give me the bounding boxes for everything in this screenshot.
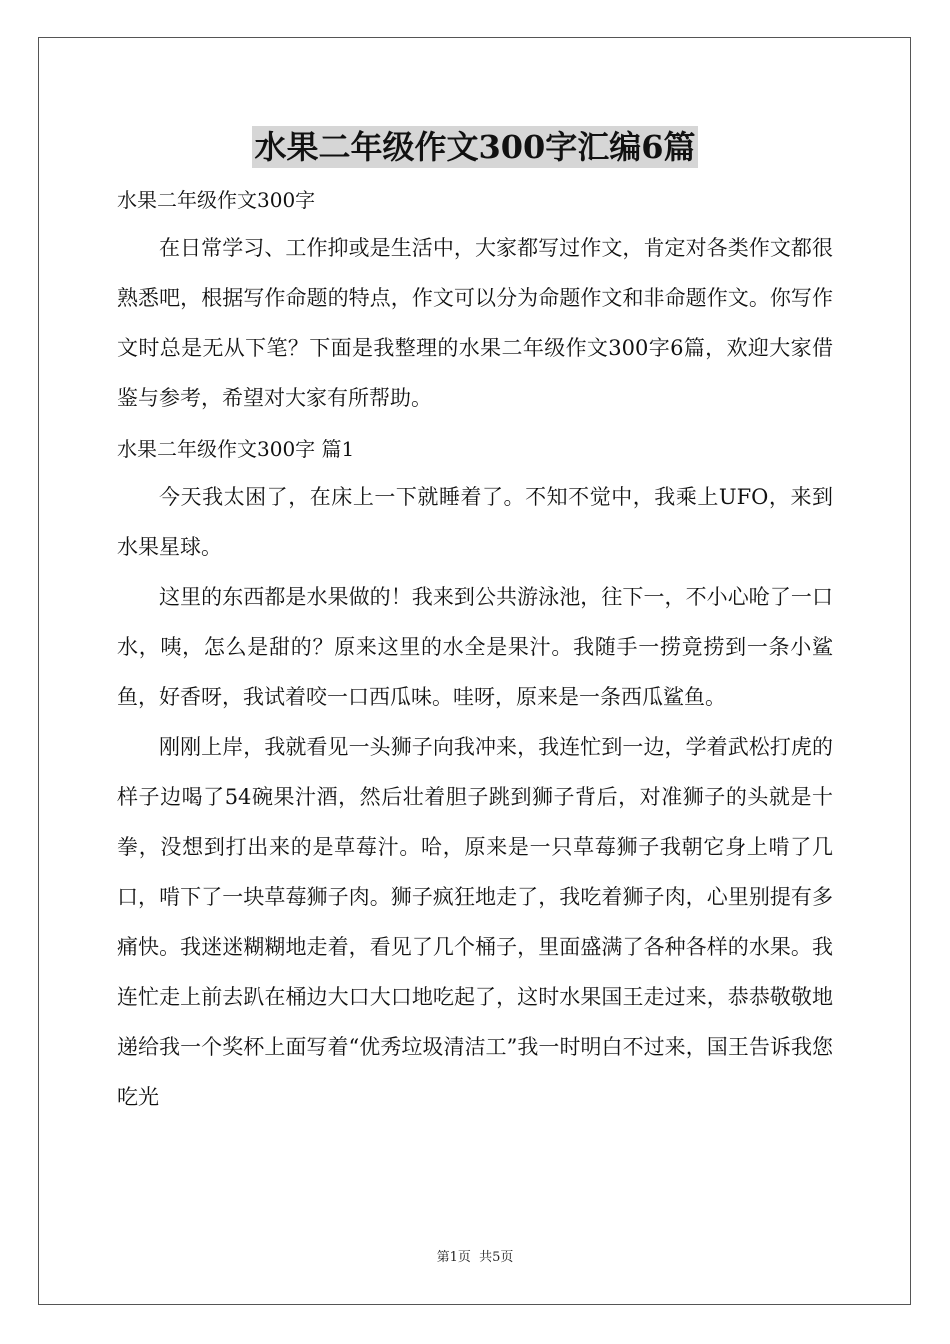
page-footer <box>0 1246 950 1265</box>
body-paragraph-1: 今天我太困了，在床上一下就睡着了。不知不觉中，我乘上UFO，来到水果星球。 <box>117 485 833 559</box>
page-number: 第1页 <box>436 1250 471 1265</box>
body-paragraph-3: 刚刚上岸，我就看见一头狮子向我冲来，我连忙到一边，学着武松打虎的样子边喝了54碗果汁酒，然后壮着胆子跳到狮子背后，对准狮子的头就是十拳，没想到打出来的是草莓汁。哈，原来是一只草莓狮子我朝它身上啃了几口，啃下了一块草莓狮子肉。狮子疯狂地走了，我吃着狮子肉，心里别提有多痛快。我迷迷糊糊地走着，看见了几个桶子，里面盛满了各种各样的水果。我连忙走上前去趴在桶边大口大口地吃起了，这时水果国王走过来，恭恭敬敬地递给我一个奖杯上面写着“优秀垃圾清洁工”我一时明白不过来，国王告诉我您吃光 <box>117 735 833 1109</box>
document-title: 水果二年级作文300字汇编6篇 <box>254 128 696 166</box>
document-body <box>117 180 833 1122</box>
title-container <box>0 126 950 168</box>
section-heading: 水果二年级作文300字 篇1 <box>117 437 355 461</box>
document-subtitle: 水果二年级作文300字 <box>117 188 316 212</box>
intro-paragraph: 在日常学习、工作抑或是生活中，大家都写过作文，肯定对各类作文都很熟悉吧，根据写作命题的特点，作文可以分为命题作文和非命题作文。你写作文时总是无从下笔？下面是我整理的水果二年级作文300字6篇，欢迎大家借鉴与参考，希望对大家有所帮助。 <box>117 236 833 410</box>
body-paragraph-2: 这里的东西都是水果做的！我来到公共游泳池，往下一，不小心呛了一口水，咦，怎么是甜的？原来这里的水全是果汁。我随手一捞竟捞到一条小鲨鱼，好香呀，我试着咬一口西瓜味。哇呀，原来是一条西瓜鲨鱼。 <box>117 585 833 709</box>
page-total: 共5页 <box>479 1250 514 1265</box>
